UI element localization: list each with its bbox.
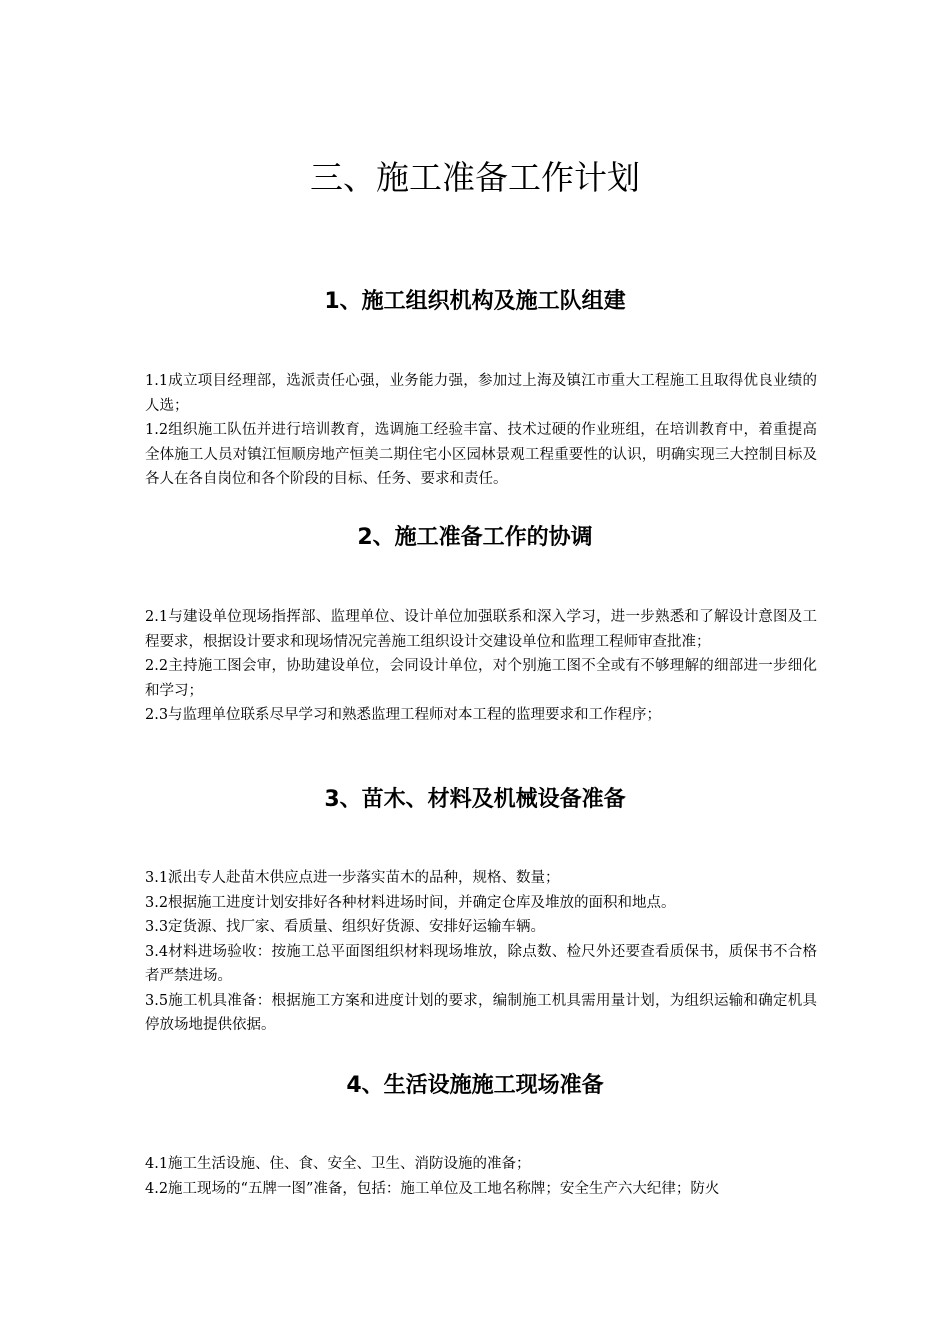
paragraph: 4.1施工生活设施、住、食、安全、卫生、消防设施的准备； <box>145 1156 531 1172</box>
paragraph: 3.1派出专人赴苗木供应点进一步落实苗木的品种，规格、数量； <box>145 870 560 886</box>
page-title: 三、施工准备工作计划 <box>310 158 640 197</box>
section-body-3 <box>145 866 817 1038</box>
paragraph: 2.3与监理单位联系尽早学习和熟悉监理工程师对本工程的监理要求和工作程序； <box>145 707 662 723</box>
section-body-1 <box>145 369 817 492</box>
section-body-2 <box>145 605 817 728</box>
section-heading-2: 2、施工准备工作的协调 <box>357 525 593 550</box>
section-heading-1: 1、施工组织机构及施工队组建 <box>324 289 626 314</box>
paragraph: 4.2施工现场的“五牌一图”准备，包括：施工单位及工地名称牌；安全生产六大纪律；防火 <box>145 1180 720 1197</box>
paragraph: 3.5施工机具准备：根据施工方案和进度计划的要求，编制施工机具需用量计划，为组织运输和确定机具停放场地提供依据。 <box>145 992 817 1033</box>
section-heading-3: 3、苗木、材料及机械设备准备 <box>324 787 626 812</box>
paragraph: 2.1与建设单位现场指挥部、监理单位、设计单位加强联系和深入学习，进一步熟悉和了解设计意图及工程要求，根据设计要求和现场情况完善施工组织设计交建设单位和监理工程师审查批准； <box>145 609 817 650</box>
section-heading-4: 4、生活设施施工现场准备 <box>346 1073 604 1098</box>
paragraph: 3.4材料进场验收：按施工总平面图组织材料现场堆放，除点数、检尺外还要查看质保书，质保书不合格者严禁进场。 <box>145 943 817 984</box>
paragraph: 3.2根据施工进度计划安排好各种材料进场时间，并确定仓库及堆放的面积和地点。 <box>145 894 676 911</box>
paragraph: 2.2主持施工图会审，协助建设单位，会同设计单位，对个别施工图不全或有不够理解的细部进一步细化和学习； <box>145 658 817 699</box>
paragraph: 3.3定货源、找厂家、看质量、组织好货源、安排好运输车辆。 <box>145 919 546 935</box>
section-body-4 <box>145 1152 817 1201</box>
paragraph: 1.2组织施工队伍并进行培训教育，选调施工经验丰富、技术过硬的作业班组，在培训教育中，着重提高全体施工人员对镇江恒顺房地产恒美二期住宅小区园林景观工程重要性的认识，明确实现三大控制目标及各人在各自岗位和各个阶段的目标、任务、要求和责任。 <box>145 422 817 487</box>
paragraph: 1.1成立项目经理部，选派责任心强，业务能力强，参加过上海及镇江市重大工程施工且取得优良业绩的人选； <box>145 373 817 414</box>
